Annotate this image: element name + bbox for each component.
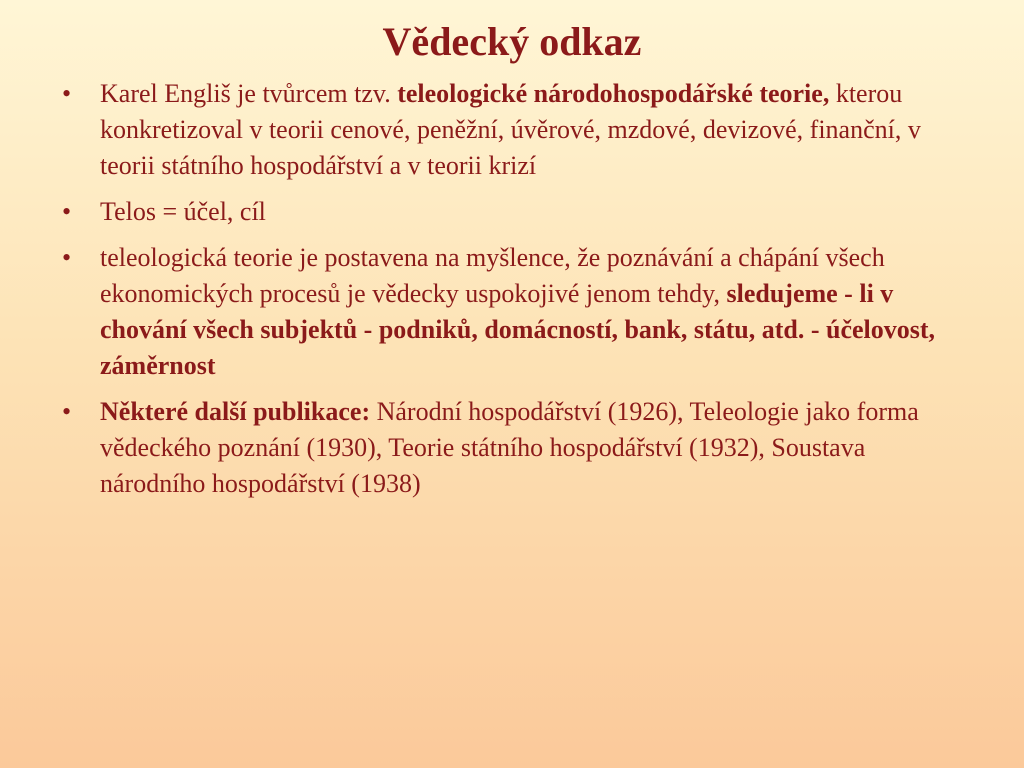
slide-title: Vědecký odkaz: [382, 19, 642, 64]
bullet-item-creator: [62, 76, 962, 184]
bullet-marker: •: [62, 243, 72, 272]
bullet-item-telos: [62, 194, 962, 230]
bullet-text: [100, 197, 266, 226]
bullet-text: [100, 397, 919, 498]
bullet-marker: •: [62, 397, 72, 426]
bullet-text: [100, 243, 935, 380]
bullet-item-publications: [62, 394, 962, 502]
bullet-marker: •: [62, 79, 72, 108]
bullet-list: [62, 76, 962, 512]
text-segment-bold: Některé další publikace:: [100, 397, 371, 426]
bullet-item-teleological-theory: [62, 240, 962, 384]
text-segment: Karel Engliš je tvůrcem tzv.: [100, 79, 398, 108]
text-segment-bold: sledujeme - li v chování všech subjektů - podniků, domácností, bank, státu, atd. - účelovost, záměrnost: [100, 279, 936, 380]
bullet-marker: •: [62, 197, 72, 226]
text-segment-bold: teleologické národohospodářské teorie,: [397, 79, 830, 108]
text-segment: Telos = účel, cíl: [100, 197, 266, 226]
bullet-text: [100, 79, 921, 180]
text-segment: Národní hospodářství (1926), Teleologie jako forma vědeckého poznání (1930), Teorie státního hospodářství (1932), Soustava národního hospodářství (1938): [100, 397, 919, 498]
text-segment: teleologická teorie je postavena na myšlence, že poznávání a chápání všech ekonomických procesů je vědecky uspokojivé jenom tehdy,: [100, 243, 885, 308]
text-segment: kterou konkretizoval v teorii cenové, peněžní, úvěrové, mzdové, devizové, finanční, v teorii státního hospodářství a v teorii krizí: [100, 79, 921, 180]
